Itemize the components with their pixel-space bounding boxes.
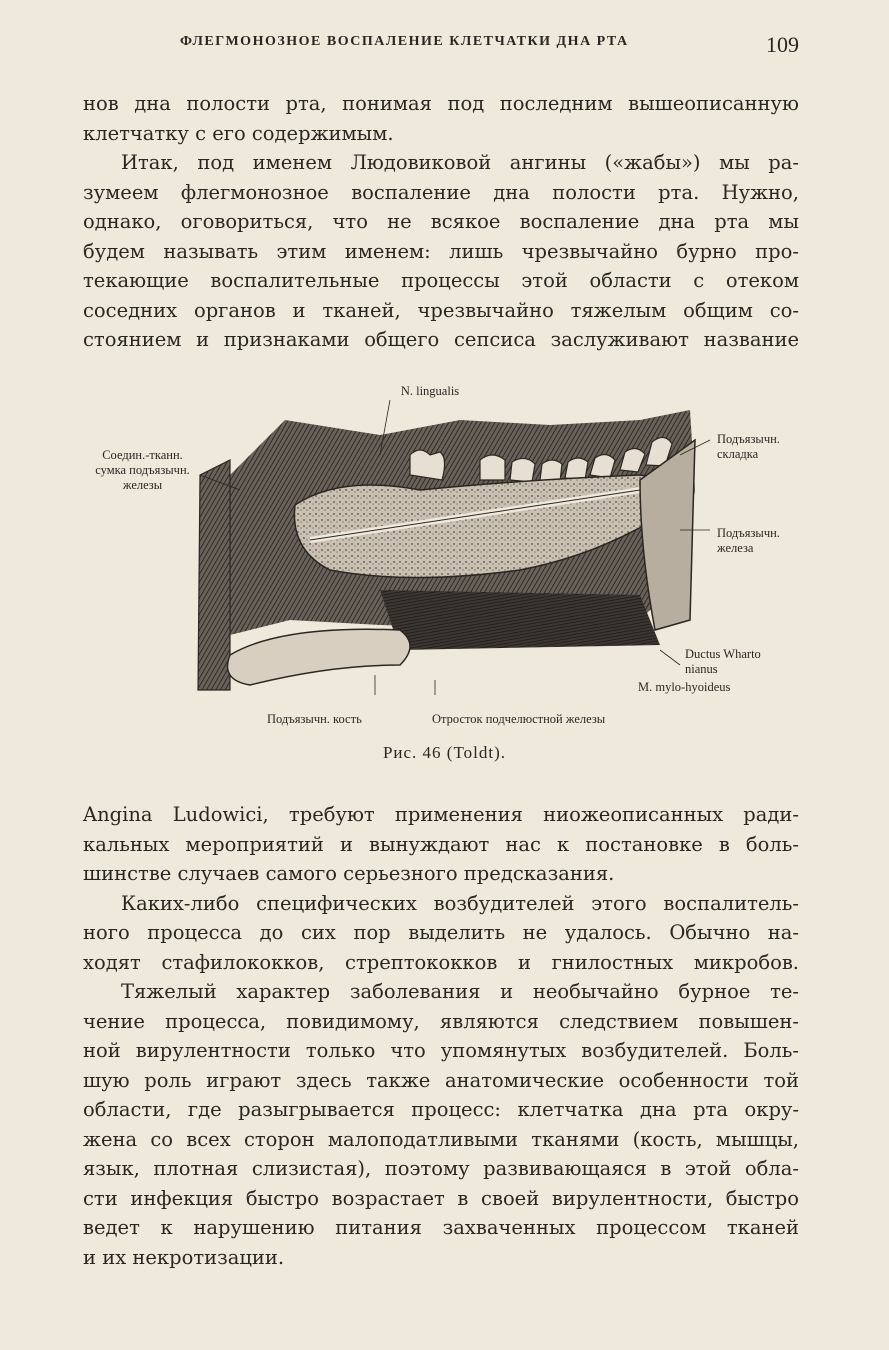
- label-hyoid-bone: Подъязычн. кость: [267, 712, 362, 726]
- text-line: жена со всех сторон малоподатливыми тканями (кость, мышцы,: [83, 1127, 799, 1151]
- text-line: будем называть этим именем: лишь чрезвычайно бурно про-: [83, 239, 799, 263]
- label-sublingual-fold: [717, 432, 780, 462]
- text-line: однако, оговориться, что не всякое воспаление дна рта мы: [83, 210, 799, 233]
- anatomical-figure: [80, 380, 810, 780]
- label-sublingual-gland: [717, 526, 780, 556]
- figure-caption: Рис. 46 (Toldt).: [382, 743, 507, 762]
- hyoid-bone: [228, 629, 411, 685]
- text-line: клетчатку с его содержимым.: [83, 121, 394, 145]
- text-line: ходят стафилококков, стрептококков и гнилостных микробов.: [83, 950, 799, 974]
- text-line: Каких-либо специфических возбудителей этого воспалитель-: [121, 891, 799, 915]
- label-line: складка: [717, 447, 759, 461]
- text-line: ведет к нарушению питания захваченных процессом тканей: [83, 1216, 799, 1239]
- label-line: Ductus Wharto: [685, 647, 761, 661]
- text-line: области, где разыгрывается процесс: клетчатка дна рта окру-: [83, 1098, 799, 1121]
- text-line: кальных мероприятий и вынуждают нас к постановке в боль-: [83, 832, 799, 856]
- text-line: ного процесса до сих пор выделить не удалось. Обычно на-: [83, 921, 799, 944]
- text-line: Angina Ludowici, требуют применения ниожеописанных ради-: [83, 803, 799, 826]
- running-head: ФЛЕГМОНОЗНОЕ ВОСПАЛЕНИЕ КЛЕТЧАТКИ ДНА РТА: [180, 34, 629, 49]
- page-number: 109: [766, 32, 799, 57]
- label-ductus-whartonianus: [685, 647, 761, 677]
- label-capsule: [80, 448, 205, 493]
- text-line: и их некротизации.: [83, 1245, 285, 1269]
- text-line: шую роль играют здесь также анатомические особенности той: [83, 1068, 799, 1092]
- label-line: nianus: [685, 662, 718, 676]
- text-line: чение процесса, повидимому, являются следствием повышен-: [83, 1009, 799, 1033]
- label-line: Подъязычн.: [717, 432, 780, 446]
- text-line: стоянием и признаками общего сепсиса заслуживают название: [83, 328, 799, 351]
- label-n-lingualis: N. lingualis: [400, 384, 460, 398]
- label-mylohyoideus: M. mylo-hyoideus: [638, 680, 731, 694]
- text-line: нов дна полости рта, понимая под последним вышеописанную: [83, 92, 799, 115]
- text-line: язык, плотная слизистая), поэтому развивающаяся в этой обла-: [83, 1157, 799, 1180]
- label-line: Подъязычн.: [717, 526, 780, 540]
- label-line: железа: [717, 541, 754, 555]
- label-submandibular-process: Отросток подчелюстной железы: [432, 712, 606, 726]
- top-paragraphs: [83, 89, 799, 355]
- text-line: ной вирулентности только что упомянутых возбудителей. Боль-: [83, 1039, 799, 1062]
- text-line: шинстве случаев самого серьезного предсказания.: [83, 862, 615, 885]
- text-line: Итак, под именем Людовиковой ангины («жабы») мы ра-: [121, 151, 799, 174]
- text-line: соседних органов и тканей, чрезвычайно тяжелым общим со-: [83, 298, 799, 322]
- text-line: Тяжелый характер заболевания и необычайно бурное те-: [121, 980, 799, 1003]
- text-line: зумеем флегмонозное воспаление дна полости рта. Нужно,: [83, 180, 799, 204]
- label-line: Соедин.-тканн.: [102, 448, 183, 462]
- capsule-structure: [198, 460, 230, 690]
- label-line: железы: [122, 478, 163, 492]
- text-line: сти инфекция быстро возрастает в своей вирулентности, быстро: [83, 1186, 799, 1210]
- text-line: текающие воспалительные процессы этой области с отеком: [83, 269, 799, 292]
- label-line: сумка подъязычн.: [95, 463, 190, 477]
- mylohyoid-muscle: [380, 590, 660, 650]
- bottom-paragraphs: [83, 800, 799, 1272]
